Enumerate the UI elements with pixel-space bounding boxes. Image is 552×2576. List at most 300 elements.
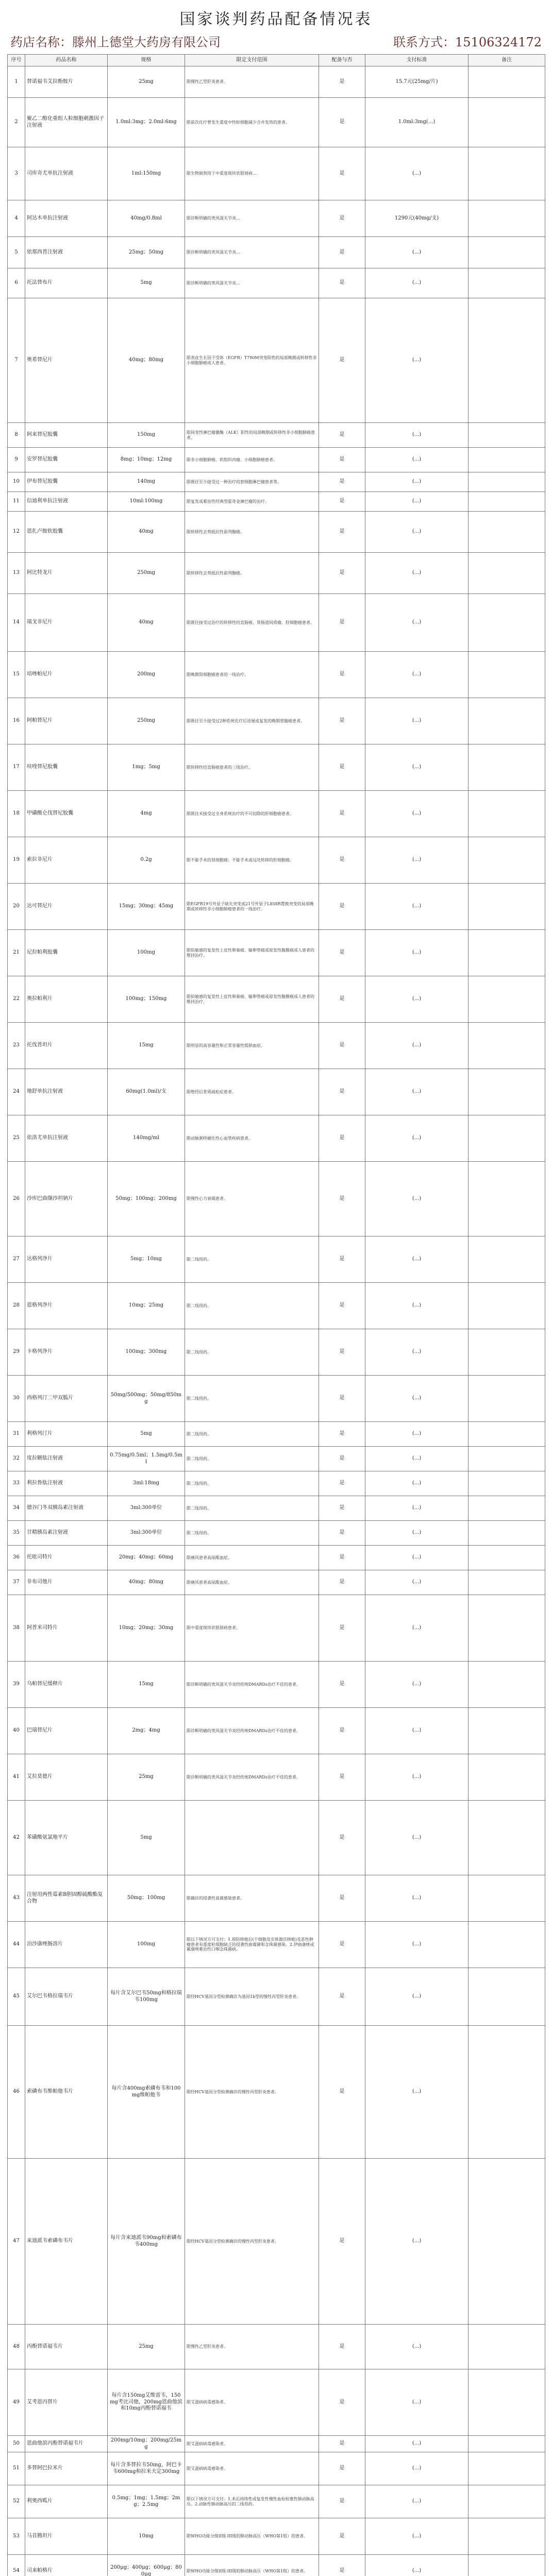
table-row <box>8 472 545 492</box>
drug-spec: 10mg；20mg；30mg <box>108 1595 185 1662</box>
drug-spec: 250mg <box>108 698 185 744</box>
table-row <box>8 2518 545 2555</box>
payment-scope: 限慢性乙型肝炎患者。 <box>185 66 319 98</box>
drug-name: 索磷布韦维帕他韦片 <box>25 2026 108 2159</box>
drug-spec: 40mg <box>108 512 185 553</box>
drug-spec: 25mg <box>108 66 185 98</box>
drug-spec: 40mg/0.8ml <box>108 200 185 237</box>
store-name-label: 药店名称： <box>10 35 72 49</box>
drug-name: 艾考恩丙替片 <box>25 2369 108 2436</box>
payment-scope: 限复发或难治性经典型霍奇金淋巴瘤的治疗。 <box>185 492 319 512</box>
payment-standard: (...) <box>365 298 469 423</box>
stocked-flag: 是 <box>319 66 365 98</box>
row-number: 17 <box>8 744 25 791</box>
row-number: 9 <box>8 448 25 472</box>
drug-spec: 40mg <box>108 594 185 652</box>
remark <box>469 1283 545 1329</box>
row-number: 40 <box>8 1708 25 1754</box>
drug-name: 来迪派韦索磷布韦片 <box>25 2159 108 2325</box>
drug-name: 度拉糖肽注射液 <box>25 1447 108 1471</box>
payment-standard: (...) <box>365 448 469 472</box>
payment-standard: (...) <box>365 652 469 698</box>
drug-spec: 10ml:100mg <box>108 492 185 512</box>
row-number: 2 <box>8 98 25 147</box>
table-row <box>8 594 545 652</box>
stocked-flag: 是 <box>319 1708 365 1754</box>
row-number: 30 <box>8 1376 25 1422</box>
payment-scope: 限痛风患者高尿酸血症。 <box>185 1546 319 1570</box>
remark <box>469 1801 545 1875</box>
row-number: 47 <box>8 2159 25 2325</box>
drug-name: 恩格列净片 <box>25 1283 108 1329</box>
stocked-flag: 是 <box>319 553 365 594</box>
row-number: 44 <box>8 1922 25 1968</box>
drug-name: 依洛尤单抗注射液 <box>25 1115 108 1162</box>
row-number: 23 <box>8 1023 25 1069</box>
row-number: 43 <box>8 1875 25 1922</box>
table-row <box>8 1595 545 1662</box>
payment-standard: (...) <box>365 1471 469 1496</box>
payment-standard: (...) <box>365 2452 469 2485</box>
payment-standard: (...) <box>365 1162 469 1236</box>
drug-name: 艾拉莫德片 <box>25 1754 108 1801</box>
stocked-flag: 是 <box>319 448 365 472</box>
table-row <box>8 1521 545 1546</box>
remark <box>469 1595 545 1662</box>
table-row <box>8 1570 545 1595</box>
drug-spec: 100mg <box>108 1922 185 1968</box>
payment-standard: (...) <box>365 492 469 512</box>
drug-spec: 每片含多替拉韦50mg，阿巴卡韦600mg和拉米夫定300mg <box>108 2452 185 2485</box>
remark <box>469 1662 545 1708</box>
payment-scope: 限诊断明确的类风湿关节炎经传统DMARDs治疗不佳的患者。 <box>185 1662 319 1708</box>
payment-standard: (...) <box>365 1968 469 2026</box>
payment-standard: (...) <box>365 1875 469 1922</box>
payment-scope: 限诊断明确的类风湿关节炎... <box>185 268 319 298</box>
table-row <box>8 2555 545 2576</box>
payment-scope: 限艾滋病病毒感染者。 <box>185 2436 319 2452</box>
stocked-flag: 是 <box>319 298 365 423</box>
payment-scope: 限痛风患者高尿酸血症。 <box>185 1570 319 1595</box>
remark <box>469 1570 545 1595</box>
table-row <box>8 744 545 791</box>
remark <box>469 1546 545 1570</box>
drug-name: 恩曲他滨丙酚替诺福韦片 <box>25 2436 108 2452</box>
table-row <box>8 268 545 298</box>
payment-standard: (...) <box>365 2325 469 2369</box>
payment-standard: (...) <box>365 2026 469 2159</box>
payment-scope: 限慢性乙型肝炎患者。 <box>185 2325 319 2369</box>
payment-scope: 限中重度斑块状银屑病患者。 <box>185 1595 319 1662</box>
drug-spec: 4mg <box>108 791 185 837</box>
payment-standard: (...) <box>365 472 469 492</box>
stocked-flag: 是 <box>319 1968 365 2026</box>
table-row <box>8 1422 545 1447</box>
stocked-flag: 是 <box>319 472 365 492</box>
remark <box>469 268 545 298</box>
remark <box>469 147 545 200</box>
payment-scope: 限既往接受过治疗的转移性结直肠癌、胃肠道间质瘤、肝细胞癌患者。 <box>185 594 319 652</box>
remark <box>469 2436 545 2452</box>
remark <box>469 1329 545 1376</box>
table-row <box>8 1968 545 2026</box>
drug-spec: 10mg <box>108 2518 185 2555</box>
payment-standard: (...) <box>365 884 469 930</box>
remark <box>469 1521 545 1546</box>
row-number: 15 <box>8 652 25 698</box>
payment-scope: 限经HCV基因分型检测确诊的慢性丙型肝炎患者。 <box>185 2026 319 2159</box>
drug-name: 依那西普注射液 <box>25 237 108 268</box>
column-header-no: 序号 <box>8 55 25 66</box>
drug-name: 沙库巴曲缬沙坦钠片 <box>25 1162 108 1236</box>
stocked-flag: 是 <box>319 1546 365 1570</box>
remark <box>469 2485 545 2518</box>
payment-standard: (...) <box>365 744 469 791</box>
payment-standard: (...) <box>365 1236 469 1283</box>
payment-scope: 限艾滋病病毒感染者。 <box>185 2452 319 2485</box>
drug-name: 奥拉帕利片 <box>25 976 108 1023</box>
drug-spec: 200mg <box>108 652 185 698</box>
row-number: 24 <box>8 1069 25 1115</box>
payment-standard: (...) <box>365 791 469 837</box>
table-row <box>8 976 545 1023</box>
remark <box>469 652 545 698</box>
remark <box>469 98 545 147</box>
payment-scope: 限间变性淋巴瘤激酶（ALK）阳性的局部晚期或转移性非小细胞肺癌患者。 <box>185 423 319 448</box>
payment-standard: (...) <box>365 268 469 298</box>
drug-spec: 50mg；100mg；200mg <box>108 1162 185 1236</box>
remark <box>469 237 545 268</box>
remark <box>469 492 545 512</box>
drug-name: 甘精胰岛素注射液 <box>25 1521 108 1546</box>
drug-spec: 100mg；300mg <box>108 1329 185 1376</box>
drug-spec: 50mg/500mg；50mg/850mg <box>108 1376 185 1422</box>
stocked-flag: 是 <box>319 1115 365 1162</box>
payment-scope: 限明显的高容量性和正常容量性低钠血症。 <box>185 1023 319 1069</box>
payment-scope: 限铂敏感的复发性上皮性卵巢癌、输卵管癌或原发性腹膜癌成人患者的维持治疗。 <box>185 930 319 976</box>
drug-name: 伊布替尼胶囊 <box>25 472 108 492</box>
drug-spec: 25mg；50mg <box>108 237 185 268</box>
drug-name: 非布司他片 <box>25 1570 108 1595</box>
stocked-flag: 是 <box>319 1496 365 1521</box>
row-number: 8 <box>8 423 25 448</box>
stocked-flag: 是 <box>319 2452 365 2485</box>
drug-spec: 100mg <box>108 930 185 976</box>
payment-scope: 限既往至少接受过2种系统化疗后进展或复发的晚期胃腺癌患者。 <box>185 698 319 744</box>
stocked-flag: 是 <box>319 1922 365 1968</box>
stocked-flag: 是 <box>319 423 365 448</box>
payment-scope: 限诊断明确的类风湿关节炎... <box>185 200 319 237</box>
drug-name: 利拉鲁肽注射液 <box>25 1471 108 1496</box>
payment-standard: (...) <box>365 1447 469 1471</box>
table-row <box>8 2369 545 2436</box>
table-row <box>8 1496 545 1521</box>
column-header-note: 备注 <box>469 55 545 66</box>
drug-name: 托吡司特片 <box>25 1546 108 1570</box>
stocked-flag: 是 <box>319 1570 365 1595</box>
payment-scope: 限EGFR19号外显子缺失突变或21号外显子L858R置换突变的局部晚期或转移性非小细胞肺癌患者的一线治疗。 <box>185 884 319 930</box>
payment-standard: (...) <box>365 2436 469 2452</box>
stocked-flag: 是 <box>319 2436 365 2452</box>
stocked-flag: 是 <box>319 1376 365 1422</box>
remark <box>469 1376 545 1422</box>
row-number: 53 <box>8 2518 25 2555</box>
stocked-flag: 是 <box>319 2159 365 2325</box>
drug-table <box>7 54 545 2576</box>
stocked-flag: 是 <box>319 1283 365 1329</box>
table-row <box>8 1162 545 1236</box>
remark <box>469 1447 545 1471</box>
stocked-flag: 是 <box>319 98 365 147</box>
drug-spec: 50mg；100mg <box>108 1875 185 1922</box>
remark <box>469 1236 545 1283</box>
payment-standard: (...) <box>365 423 469 448</box>
payment-scope: 限转移性结直肠癌患者的三线治疗。 <box>185 744 319 791</box>
drug-spec: 15mg；30mg；45mg <box>108 884 185 930</box>
stocked-flag: 是 <box>319 1471 365 1496</box>
payment-standard: (...) <box>365 1329 469 1376</box>
drug-spec: 8mg；10mg；12mg <box>108 448 185 472</box>
payment-scope: 限前次化疗曾发生重度中性粒细胞减少合并发热的患者。 <box>185 98 319 147</box>
remark <box>469 1471 545 1496</box>
remark <box>469 884 545 930</box>
remark <box>469 837 545 884</box>
remark <box>469 2518 545 2555</box>
remark <box>469 1754 545 1801</box>
row-number: 28 <box>8 1283 25 1329</box>
payment-standard: (...) <box>365 1754 469 1801</box>
remark <box>469 1968 545 2026</box>
table-header-row <box>8 55 545 66</box>
store-info-row <box>10 32 542 50</box>
payment-standard: (...) <box>365 1570 469 1595</box>
table-row <box>8 1376 545 1422</box>
remark <box>469 1875 545 1922</box>
drug-spec: 20mg；40mg；60mg <box>108 1546 185 1570</box>
stocked-flag: 是 <box>319 268 365 298</box>
drug-spec: 3ml:300单位 <box>108 1496 185 1521</box>
payment-standard: (...) <box>365 1023 469 1069</box>
row-number: 5 <box>8 237 25 268</box>
drug-name: 达可替尼片 <box>25 884 108 930</box>
payment-standard: (...) <box>365 237 469 268</box>
drug-spec: 200mg/10mg；200mg/25mg <box>108 2436 185 2452</box>
table-row <box>8 1546 545 1570</box>
stocked-flag: 是 <box>319 1662 365 1708</box>
payment-scope: 限不能手术的肾细胞癌；不能手术或远处转移的肝细胞癌。 <box>185 837 319 884</box>
drug-name: 利格列汀片 <box>25 1422 108 1447</box>
payment-standard: (...) <box>365 930 469 976</box>
stocked-flag: 是 <box>319 200 365 237</box>
drug-name: 甲磺酸仑伐替尼胶囊 <box>25 791 108 837</box>
stocked-flag: 是 <box>319 147 365 200</box>
drug-spec: 250mg <box>108 553 185 594</box>
drug-name: 聚乙二醇化重组人粒细胞刺激因子注射液 <box>25 98 108 147</box>
table-row <box>8 1069 545 1115</box>
row-number: 14 <box>8 594 25 652</box>
drug-spec: 5mg <box>108 1422 185 1447</box>
column-header-stocked: 配备与否 <box>319 55 365 66</box>
payment-scope: 限转移性去势抵抗性前列腺癌。 <box>185 553 319 594</box>
drug-name: 艾尔巴韦格拉瑞韦片 <box>25 1968 108 2026</box>
payment-scope: 限以下情况方可支付：1.预防移植后(干细胞及实体器官移植)及恶性肿瘤患者有重度粒细胞缺乏的侵袭性曲霉菌和念珠菌感染。2.伊曲康唑或氟康唑难治性口咽念珠菌病。 <box>185 1922 319 1968</box>
row-number: 42 <box>8 1801 25 1875</box>
payment-scope: 限表皮生长因子受体（EGFR）T790M突变阳性的局部晚期或转移性非小细胞肺癌成人患者。 <box>185 298 319 423</box>
row-number: 6 <box>8 268 25 298</box>
table-row <box>8 1708 545 1754</box>
drug-name: 泊沙康唑肠溶片 <box>25 1922 108 1968</box>
stocked-flag: 是 <box>319 1875 365 1922</box>
payment-standard: (...) <box>365 1546 469 1570</box>
stocked-flag: 是 <box>319 2485 365 2518</box>
payment-scope: 限晚期肾细胞癌患者的一线治疗。 <box>185 652 319 698</box>
drug-name: 马昔腾坦片 <box>25 2518 108 2555</box>
payment-scope: 限二线用药。 <box>185 1447 319 1471</box>
row-number: 36 <box>8 1546 25 1570</box>
stocked-flag: 是 <box>319 2026 365 2159</box>
remark <box>469 1496 545 1521</box>
payment-scope: 限绝经后骨质疏松症患者。 <box>185 1069 319 1115</box>
drug-name: 达格列净片 <box>25 1236 108 1283</box>
store-name-value: 滕州上德堂大药房有限公司 <box>72 35 221 49</box>
drug-name: 多替阿巴拉米片 <box>25 2452 108 2485</box>
payment-scope: 限经HCV基因分型检测确诊的慢性丙型肝炎患者。 <box>185 2159 319 2325</box>
table-row <box>8 66 545 98</box>
payment-scope: 限既往至少接受过一种治疗的套细胞淋巴瘤患者等。 <box>185 472 319 492</box>
drug-spec: 40mg；80mg <box>108 298 185 423</box>
drug-spec: 每片含400mg索磷布韦和100mg维帕他韦 <box>108 2026 185 2159</box>
payment-standard: 1290元(40mg/支) <box>365 200 469 237</box>
table-row <box>8 1236 545 1283</box>
table-row <box>8 930 545 976</box>
remark <box>469 2555 545 2576</box>
payment-standard: (...) <box>365 1801 469 1875</box>
stocked-flag: 是 <box>319 1754 365 1801</box>
remark <box>469 2026 545 2159</box>
table-row <box>8 1447 545 1471</box>
table-row <box>8 2436 545 2452</box>
drug-name: 托法替布片 <box>25 268 108 298</box>
payment-scope: 限二线用药。 <box>185 1521 319 1546</box>
drug-spec: 1mg；5mg <box>108 744 185 791</box>
drug-name: 地舒单抗注射液 <box>25 1069 108 1115</box>
remark <box>469 512 545 553</box>
table-row <box>8 698 545 744</box>
drug-spec: 5mg；10mg <box>108 1236 185 1283</box>
payment-scope: 限诊断明确的类风湿关节炎经传统DMARDs治疗不佳的患者。 <box>185 1754 319 1801</box>
drug-spec: 15mg <box>108 1023 185 1069</box>
stocked-flag: 是 <box>319 1329 365 1376</box>
remark <box>469 698 545 744</box>
drug-name: 奥希替尼片 <box>25 298 108 423</box>
remark <box>469 976 545 1023</box>
stocked-flag: 是 <box>319 1069 365 1115</box>
payment-standard: (...) <box>365 512 469 553</box>
remark <box>469 1115 545 1162</box>
table-row <box>8 1329 545 1376</box>
remark <box>469 2452 545 2485</box>
payment-standard: (...) <box>365 1521 469 1546</box>
drug-spec: 3ml:18mg <box>108 1471 185 1496</box>
row-number: 1 <box>8 66 25 98</box>
drug-name: 司来帕格片 <box>25 2555 108 2576</box>
drug-spec: 1ml:150mg <box>108 147 185 200</box>
drug-name: 巴瑞替尼片 <box>25 1708 108 1754</box>
stocked-flag: 是 <box>319 976 365 1023</box>
payment-standard: (...) <box>365 1708 469 1754</box>
column-header-name: 药品名称 <box>25 55 108 66</box>
drug-name: 替诺福韦艾拉酚胺片 <box>25 66 108 98</box>
stocked-flag: 是 <box>319 698 365 744</box>
row-number: 29 <box>8 1329 25 1376</box>
remark <box>469 2369 545 2436</box>
row-number: 54 <box>8 2555 25 2576</box>
drug-spec: 40mg；80mg <box>108 1570 185 1595</box>
stocked-flag: 是 <box>319 2555 365 2576</box>
table-row <box>8 512 545 553</box>
remark <box>469 1922 545 1968</box>
payment-scope: 限经HCV基因分型检测确诊为基因1b型的慢性丙型肝炎患者。 <box>185 1968 319 2026</box>
stocked-flag: 是 <box>319 2518 365 2555</box>
table-row <box>8 200 545 237</box>
stocked-flag: 是 <box>319 594 365 652</box>
row-number: 22 <box>8 976 25 1023</box>
payment-standard: (...) <box>365 1595 469 1662</box>
payment-standard: 15.7元(25mg/片) <box>365 66 469 98</box>
table-row <box>8 2325 545 2369</box>
drug-name: 托伐普坦片 <box>25 1023 108 1069</box>
drug-spec: 3ml:300单位 <box>108 1521 185 1546</box>
payment-scope: 限诊断明确的类风湿关节炎... <box>185 237 319 268</box>
row-number: 39 <box>8 1662 25 1708</box>
drug-name: 苯磺酸氨氯地平片 <box>25 1801 108 1875</box>
payment-scope <box>185 1801 319 1875</box>
drug-name: 索拉非尼片 <box>25 837 108 884</box>
row-number: 16 <box>8 698 25 744</box>
table-row <box>8 884 545 930</box>
row-number: 20 <box>8 884 25 930</box>
row-number: 34 <box>8 1496 25 1521</box>
table-row <box>8 98 545 147</box>
payment-scope: 限二线用药。 <box>185 1422 319 1447</box>
table-row <box>8 2026 545 2159</box>
stocked-flag: 是 <box>319 1236 365 1283</box>
table-row <box>8 492 545 512</box>
payment-standard: (...) <box>365 553 469 594</box>
table-row <box>8 1471 545 1496</box>
stocked-flag: 是 <box>319 1023 365 1069</box>
row-number: 19 <box>8 837 25 884</box>
row-number: 27 <box>8 1236 25 1283</box>
remark <box>469 448 545 472</box>
table-row <box>8 1662 545 1708</box>
table-row <box>8 1283 545 1329</box>
payment-standard: (...) <box>365 2159 469 2325</box>
payment-standard: (...) <box>365 976 469 1023</box>
drug-spec: 5mg <box>108 268 185 298</box>
row-number: 37 <box>8 1570 25 1595</box>
table-row <box>8 423 545 448</box>
drug-name: 尼拉帕利胶囊 <box>25 930 108 976</box>
remark <box>469 1422 545 1447</box>
table-row <box>8 147 545 200</box>
drug-spec: 200μg；400μg；600μg；800μg <box>108 2555 185 2576</box>
row-number: 11 <box>8 492 25 512</box>
drug-name: 信迪利单抗注射液 <box>25 492 108 512</box>
payment-standard: (...) <box>365 2369 469 2436</box>
drug-name: 培唑帕尼片 <box>25 652 108 698</box>
drug-name: 阿帕替尼片 <box>25 698 108 744</box>
